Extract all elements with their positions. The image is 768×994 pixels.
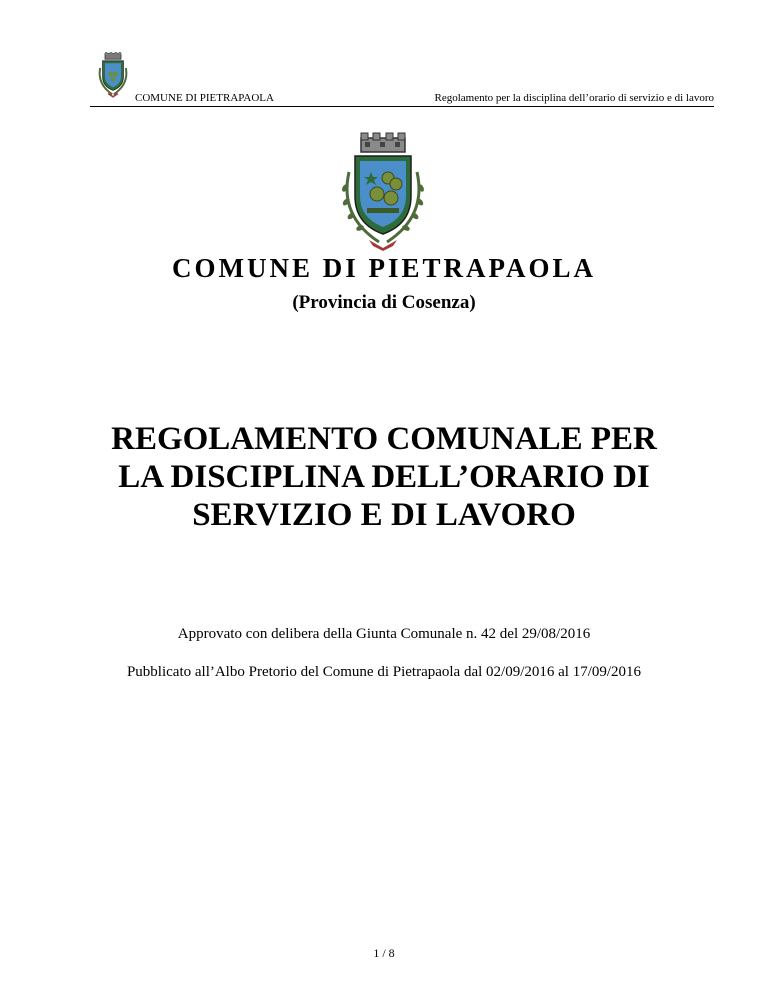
coat-of-arms-icon: [333, 132, 433, 252]
regolamento-title-line: LA DISCIPLINA DELL’ORARIO DI: [118, 459, 650, 495]
comune-title: COMUNE DI PIETRAPAOLA: [171, 253, 596, 283]
regolamento-title: [0, 420, 768, 534]
provincia-subtitle: (Provincia di Cosenza): [292, 292, 476, 313]
approval-note: Approvato con delibera della Giunta Comunale n. 42 del 29/08/2016: [177, 626, 591, 642]
regolamento-title-line: REGOLAMENTO COMUNALE PER: [111, 421, 657, 457]
page-number: 1 / 8: [373, 946, 395, 960]
header-comune-name: COMUNE DI PIETRAPAOLA: [135, 92, 274, 104]
header-divider: [90, 106, 714, 107]
header-emblem-icon: [93, 48, 133, 104]
regolamento-title-line: SERVIZIO E DI LAVORO: [192, 497, 576, 533]
header-document-title: Regolamento per la disciplina dell’orario di servizio e di lavoro: [434, 92, 714, 104]
publication-note: Pubblicato all’Albo Pretorio del Comune di Pietrapaola dal 02/09/2016 al 17/09/2016: [126, 664, 642, 680]
